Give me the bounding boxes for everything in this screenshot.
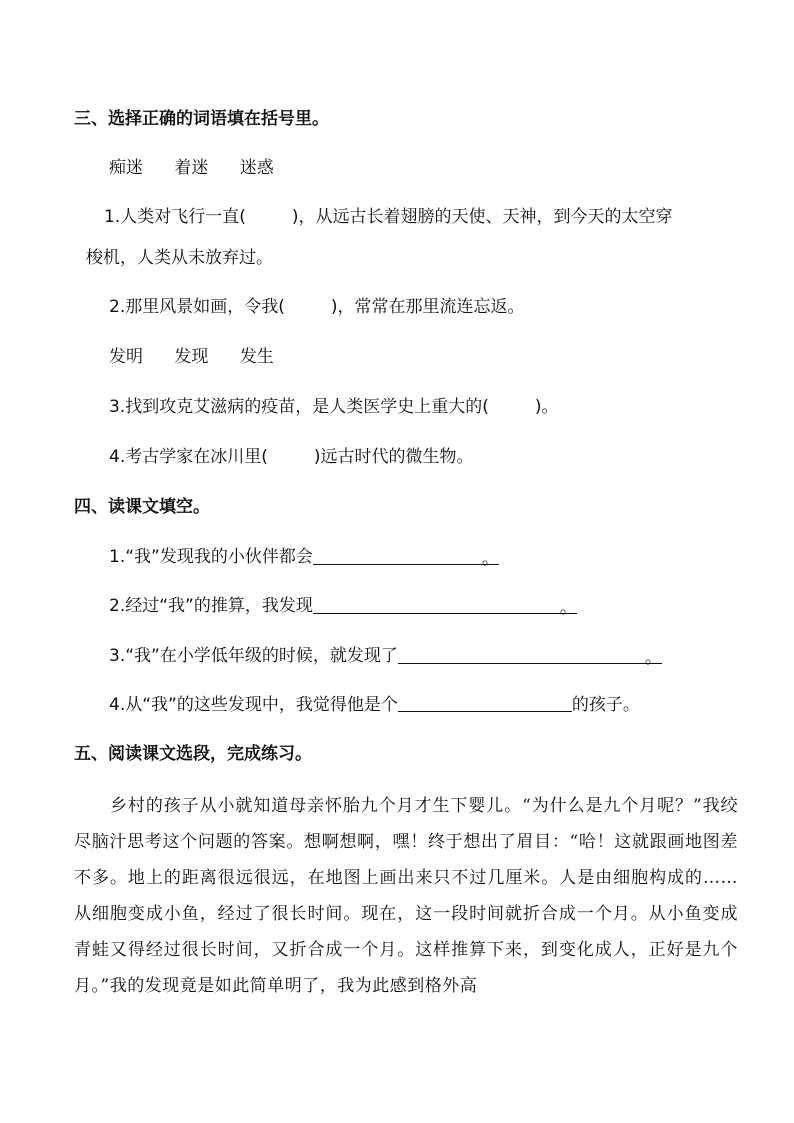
question-3-1-cont: 梭机，人类从未放弃过。 [86, 248, 273, 268]
question-4-2 [109, 595, 577, 617]
question-text: )远古时代的微生物。 [313, 447, 474, 467]
question-text: 1.人类对飞行一直( [104, 207, 246, 227]
question-text: )。 [534, 397, 559, 417]
answer-line[interactable] [398, 695, 572, 712]
word-group-2 [109, 346, 300, 368]
answer-line[interactable] [313, 597, 577, 618]
question-text: 2.经过“我”的推算，我发现 [109, 596, 313, 616]
period-mark: 。 [559, 598, 577, 618]
word-option: 发现 [174, 347, 209, 367]
word-group-1 [109, 157, 300, 179]
reading-passage: 乡村的孩子从小就知道母亲怀胎九个月才生下婴儿。“为什么是九个月呢？”我绞尽脑汁思考这个问题的答案。想啊想啊，嘿！终于想出了眉目：“哈！这就跟画地图差不多。地上的距离很远很远，在地图上画出来只不过几厘米。人是由细胞构成的……从细胞变成小鱼，经过了很长时间。现在，这一段时间就折合成一个月。从小鱼变成青蛙又得经过很长时间，又折合成一个月。这样推算下来，到变化成人，正好是九个月。”我的发现竟是如此简单明了，我为此感到格外高 [74, 796, 738, 996]
question-text: )，常常在那里流连忘返。 [330, 297, 525, 317]
question-3-3 [109, 396, 559, 418]
answer-line[interactable] [398, 647, 662, 668]
question-text: )，从远古长着翅膀的天使、天神，到今天的太空穿 [291, 207, 673, 227]
question-text: 3.找到攻克艾滋病的疫苗，是人类医学史上重大的( [109, 397, 489, 417]
question-text: 4.考古学家在冰川里( [109, 447, 268, 467]
question-text: 的孩子。 [571, 695, 640, 715]
answer-line[interactable] [313, 548, 499, 569]
section-4-title: 四、读课文填空。 [74, 497, 210, 517]
period-mark: 。 [644, 648, 662, 668]
word-option: 发生 [239, 347, 274, 367]
section-3-title: 三、选择正确的词语填在括号里。 [74, 109, 329, 129]
question-3-1 [104, 206, 673, 228]
word-option: 痴迷 [109, 158, 143, 178]
word-option: 发明 [109, 347, 143, 367]
question-3-4 [109, 446, 474, 468]
question-4-1 [109, 546, 499, 568]
question-text: 2.那里风景如画，令我( [109, 297, 285, 317]
question-text: 1.“我”发现我的小伙伴都会 [109, 547, 313, 567]
question-3-2 [109, 296, 525, 318]
question-4-4 [109, 694, 640, 716]
period-mark: 。 [481, 549, 499, 569]
section-5-title: 五、阅读课文选段，完成练习。 [74, 744, 312, 764]
word-option: 着迷 [174, 158, 209, 178]
word-option: 迷惑 [239, 158, 274, 178]
question-4-3 [109, 645, 662, 667]
question-text: 4.从“我”的这些发现中，我觉得他是个 [109, 695, 398, 715]
question-text: 3.“我”在小学低年级的时候，就发现了 [109, 646, 398, 666]
